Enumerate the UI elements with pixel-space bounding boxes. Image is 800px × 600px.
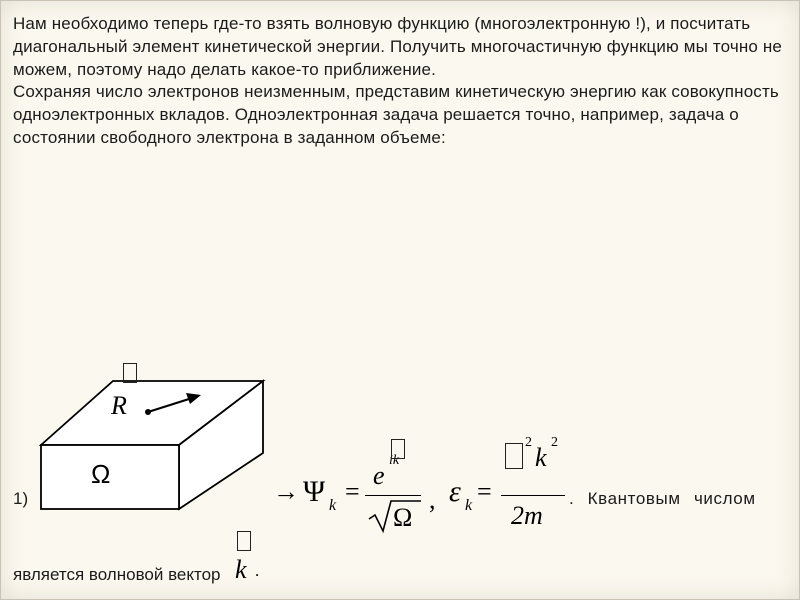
fraction-line-1	[365, 495, 421, 496]
comma: ,	[429, 485, 436, 514]
fraction-line-2	[501, 495, 565, 496]
arrow-icon: →	[273, 477, 299, 506]
sqrt-argument: Ω	[393, 503, 413, 532]
equation-number: 1)	[13, 489, 29, 508]
psi-symbol: Ψ	[303, 475, 326, 508]
volume-box-figure	[31, 357, 271, 517]
wave-vector-symbol: k	[235, 555, 247, 584]
vector-arrow-placeholder-icon	[123, 363, 137, 383]
k-vector-placeholder-icon	[237, 531, 251, 551]
energy-k: k	[535, 443, 547, 472]
bottom-text: является волновой вектор	[13, 565, 221, 584]
k-exponent: 2	[551, 435, 558, 450]
energy-subscript: k	[465, 497, 473, 514]
quantum-number-text: . Квантовым числом	[569, 489, 756, 508]
psi-subscript: k	[329, 497, 337, 514]
bottom-text-line	[13, 565, 221, 585]
intro-text	[13, 13, 789, 150]
energy-symbol: ε	[449, 475, 461, 508]
wave-vector	[233, 531, 263, 587]
exp-exponent: ik	[389, 453, 400, 468]
box-diagram	[31, 357, 271, 517]
intro-paragraph-1: Нам необходимо теперь где-то взять волновую функцию (многоэлектронную !), и посчитать диагональный элемент кинетической энергии. Получить многочастичную функцию мы точно не можем, поэтому надо делать какое-то приближение.	[13, 14, 783, 79]
equals-sign-2: =	[477, 477, 492, 506]
exp-base: e	[373, 461, 385, 490]
intro-paragraph-2: Сохраняя число электронов неизменным, представим кинетическую энергию как совокупность одноэлектронных вкладов. Одноэлектронная задача решается точно, например, задача о состоянии свободного электрона в заданном объеме:	[13, 82, 779, 147]
position-symbol: R	[111, 391, 127, 420]
volume-symbol: Ω	[91, 459, 111, 489]
hbar-exponent: 2	[525, 435, 532, 450]
wave-vector-period: .	[255, 561, 260, 580]
energy-denominator: 2m	[511, 501, 543, 530]
hbar-placeholder-icon	[505, 443, 523, 469]
exp-vector-placeholder-icon	[391, 439, 405, 459]
equals-sign-1: =	[345, 477, 360, 506]
